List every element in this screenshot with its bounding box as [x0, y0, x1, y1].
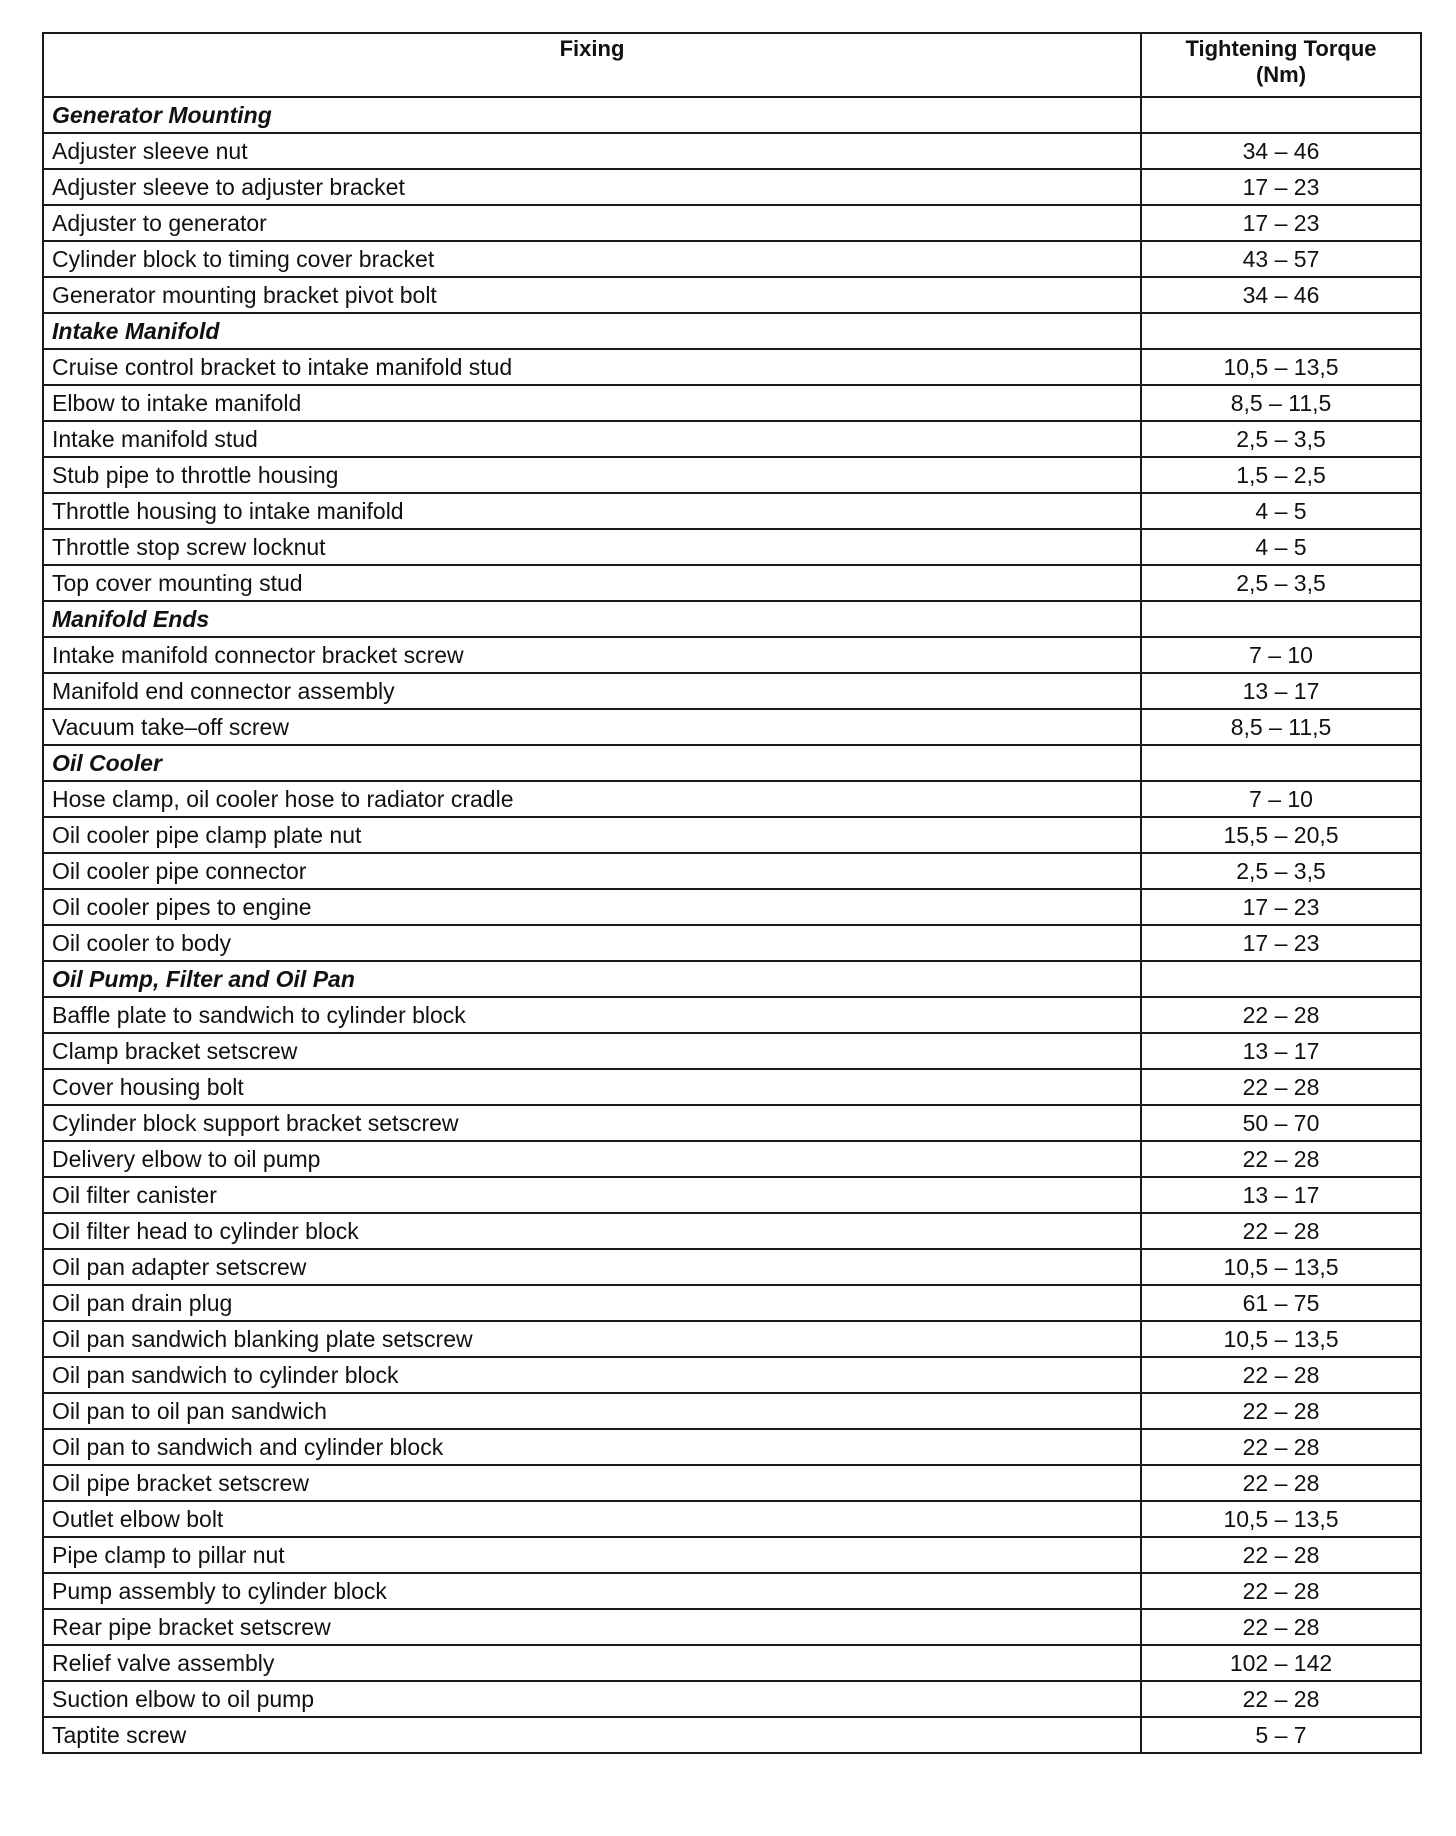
fixing-cell: Oil pan to sandwich and cylinder block — [43, 1429, 1141, 1465]
fixing-cell: Adjuster to generator — [43, 205, 1141, 241]
fixing-cell: Oil pan adapter setscrew — [43, 1249, 1141, 1285]
fixing-cell: Oil pan to oil pan sandwich — [43, 1393, 1141, 1429]
torque-cell: 7 – 10 — [1141, 637, 1421, 673]
fixing-cell: Clamp bracket setscrew — [43, 1033, 1141, 1069]
torque-cell: 22 – 28 — [1141, 1357, 1421, 1393]
fixing-cell: Oil cooler pipes to engine — [43, 889, 1141, 925]
fixing-cell: Oil cooler pipe clamp plate nut — [43, 817, 1141, 853]
table-row — [43, 889, 1421, 925]
torque-cell: 22 – 28 — [1141, 997, 1421, 1033]
section-row — [43, 745, 1421, 781]
table-row — [43, 817, 1421, 853]
table-row — [43, 457, 1421, 493]
fixing-cell: Oil pan sandwich to cylinder block — [43, 1357, 1141, 1393]
table-row — [43, 1465, 1421, 1501]
torque-cell: 7 – 10 — [1141, 781, 1421, 817]
torque-cell: 13 – 17 — [1141, 1033, 1421, 1069]
torque-cell: 22 – 28 — [1141, 1429, 1421, 1465]
torque-table-container — [42, 32, 1420, 1754]
table-row — [43, 1141, 1421, 1177]
torque-cell: 22 – 28 — [1141, 1609, 1421, 1645]
table-row — [43, 1357, 1421, 1393]
torque-cell: 8,5 – 11,5 — [1141, 385, 1421, 421]
fixing-cell: Baffle plate to sandwich to cylinder block — [43, 997, 1141, 1033]
fixing-cell: Adjuster sleeve to adjuster bracket — [43, 169, 1141, 205]
torque-cell: 34 – 46 — [1141, 277, 1421, 313]
torque-cell: 22 – 28 — [1141, 1141, 1421, 1177]
torque-cell: 10,5 – 13,5 — [1141, 1501, 1421, 1537]
torque-cell: 22 – 28 — [1141, 1681, 1421, 1717]
fixing-cell: Oil filter head to cylinder block — [43, 1213, 1141, 1249]
fixing-cell: Rear pipe bracket setscrew — [43, 1609, 1141, 1645]
torque-header-line2: (Nm) — [1255, 62, 1307, 87]
table-row — [43, 1285, 1421, 1321]
fixing-cell: Throttle housing to intake manifold — [43, 493, 1141, 529]
header-row — [43, 33, 1421, 97]
table-row — [43, 1321, 1421, 1357]
table-row — [43, 1717, 1421, 1753]
torque-cell: 22 – 28 — [1141, 1573, 1421, 1609]
torque-cell: 22 – 28 — [1141, 1069, 1421, 1105]
torque-cell: 2,5 – 3,5 — [1141, 421, 1421, 457]
table-row — [43, 1645, 1421, 1681]
torque-cell: 10,5 – 13,5 — [1141, 1249, 1421, 1285]
fixing-cell: Oil filter canister — [43, 1177, 1141, 1213]
torque-cell: 50 – 70 — [1141, 1105, 1421, 1141]
section-torque-empty — [1141, 961, 1421, 997]
fixing-cell: Oil pan sandwich blanking plate setscrew — [43, 1321, 1141, 1357]
fixing-column-header — [43, 33, 1141, 97]
fixing-cell: Stub pipe to throttle housing — [43, 457, 1141, 493]
table-row — [43, 781, 1421, 817]
torque-cell: 13 – 17 — [1141, 1177, 1421, 1213]
fixing-cell: Generator mounting bracket pivot bolt — [43, 277, 1141, 313]
section-title: Generator Mounting — [43, 97, 1141, 133]
fixing-cell: Intake manifold stud — [43, 421, 1141, 457]
fixing-cell: Delivery elbow to oil pump — [43, 1141, 1141, 1177]
section-torque-empty — [1141, 745, 1421, 781]
fixing-cell: Elbow to intake manifold — [43, 385, 1141, 421]
fixing-cell: Oil cooler to body — [43, 925, 1141, 961]
section-title: Oil Pump, Filter and Oil Pan — [43, 961, 1141, 997]
table-row — [43, 1105, 1421, 1141]
torque-cell: 22 – 28 — [1141, 1213, 1421, 1249]
fixing-cell: Pipe clamp to pillar nut — [43, 1537, 1141, 1573]
torque-cell: 1,5 – 2,5 — [1141, 457, 1421, 493]
table-row — [43, 241, 1421, 277]
table-row — [43, 277, 1421, 313]
fixing-header-label: Fixing — [559, 36, 625, 61]
table-row — [43, 925, 1421, 961]
torque-cell: 2,5 – 3,5 — [1141, 853, 1421, 889]
fixing-cell: Cover housing bolt — [43, 1069, 1141, 1105]
table-row — [43, 169, 1421, 205]
torque-cell: 17 – 23 — [1141, 889, 1421, 925]
table-body — [43, 97, 1421, 1753]
torque-cell: 17 – 23 — [1141, 205, 1421, 241]
fixing-cell: Manifold end connector assembly — [43, 673, 1141, 709]
table-row — [43, 1033, 1421, 1069]
section-title: Manifold Ends — [43, 601, 1141, 637]
torque-cell: 15,5 – 20,5 — [1141, 817, 1421, 853]
table-row — [43, 133, 1421, 169]
table-row — [43, 709, 1421, 745]
torque-cell: 17 – 23 — [1141, 169, 1421, 205]
fixing-cell: Pump assembly to cylinder block — [43, 1573, 1141, 1609]
section-torque-empty — [1141, 601, 1421, 637]
table-row — [43, 421, 1421, 457]
table-row — [43, 637, 1421, 673]
table-row — [43, 1501, 1421, 1537]
fixing-cell: Relief valve assembly — [43, 1645, 1141, 1681]
section-row — [43, 961, 1421, 997]
fixing-cell: Adjuster sleeve nut — [43, 133, 1141, 169]
section-title: Intake Manifold — [43, 313, 1141, 349]
fixing-cell: Intake manifold connector bracket screw — [43, 637, 1141, 673]
table-row — [43, 1249, 1421, 1285]
table-row — [43, 1393, 1421, 1429]
torque-cell: 61 – 75 — [1141, 1285, 1421, 1321]
fixing-cell: Suction elbow to oil pump — [43, 1681, 1141, 1717]
fixing-cell: Cylinder block to timing cover bracket — [43, 241, 1141, 277]
torque-table — [42, 32, 1422, 1754]
torque-cell: 102 – 142 — [1141, 1645, 1421, 1681]
fixing-cell: Cylinder block support bracket setscrew — [43, 1105, 1141, 1141]
torque-cell: 34 – 46 — [1141, 133, 1421, 169]
table-row — [43, 565, 1421, 601]
torque-cell: 17 – 23 — [1141, 925, 1421, 961]
section-row — [43, 97, 1421, 133]
table-row — [43, 853, 1421, 889]
torque-cell: 8,5 – 11,5 — [1141, 709, 1421, 745]
table-row — [43, 673, 1421, 709]
fixing-cell: Taptite screw — [43, 1717, 1141, 1753]
table-row — [43, 1609, 1421, 1645]
section-row — [43, 601, 1421, 637]
torque-cell: 10,5 – 13,5 — [1141, 349, 1421, 385]
table-row — [43, 1069, 1421, 1105]
fixing-cell: Outlet elbow bolt — [43, 1501, 1141, 1537]
torque-cell: 10,5 – 13,5 — [1141, 1321, 1421, 1357]
fixing-cell: Oil pipe bracket setscrew — [43, 1465, 1141, 1501]
torque-cell: 22 – 28 — [1141, 1465, 1421, 1501]
torque-cell: 2,5 – 3,5 — [1141, 565, 1421, 601]
table-row — [43, 1429, 1421, 1465]
fixing-cell: Oil cooler pipe connector — [43, 853, 1141, 889]
section-row — [43, 313, 1421, 349]
fixing-cell: Oil pan drain plug — [43, 1285, 1141, 1321]
table-row — [43, 205, 1421, 241]
table-row — [43, 529, 1421, 565]
table-row — [43, 1573, 1421, 1609]
fixing-cell: Top cover mounting stud — [43, 565, 1141, 601]
fixing-cell: Throttle stop screw locknut — [43, 529, 1141, 565]
torque-header-line1: Tightening Torque — [1185, 36, 1377, 61]
table-header — [43, 33, 1421, 97]
torque-cell: 4 – 5 — [1141, 493, 1421, 529]
torque-cell: 4 – 5 — [1141, 529, 1421, 565]
torque-cell: 13 – 17 — [1141, 673, 1421, 709]
section-torque-empty — [1141, 97, 1421, 133]
table-row — [43, 385, 1421, 421]
torque-cell: 22 – 28 — [1141, 1393, 1421, 1429]
torque-column-header — [1141, 33, 1421, 97]
table-row — [43, 493, 1421, 529]
fixing-cell: Hose clamp, oil cooler hose to radiator cradle — [43, 781, 1141, 817]
table-row — [43, 1681, 1421, 1717]
fixing-cell: Cruise control bracket to intake manifold stud — [43, 349, 1141, 385]
torque-cell: 22 – 28 — [1141, 1537, 1421, 1573]
table-row — [43, 1177, 1421, 1213]
table-row — [43, 1537, 1421, 1573]
torque-cell: 43 – 57 — [1141, 241, 1421, 277]
table-row — [43, 1213, 1421, 1249]
section-title: Oil Cooler — [43, 745, 1141, 781]
fixing-cell: Vacuum take–off screw — [43, 709, 1141, 745]
torque-cell: 5 – 7 — [1141, 1717, 1421, 1753]
table-row — [43, 997, 1421, 1033]
table-row — [43, 349, 1421, 385]
section-torque-empty — [1141, 313, 1421, 349]
